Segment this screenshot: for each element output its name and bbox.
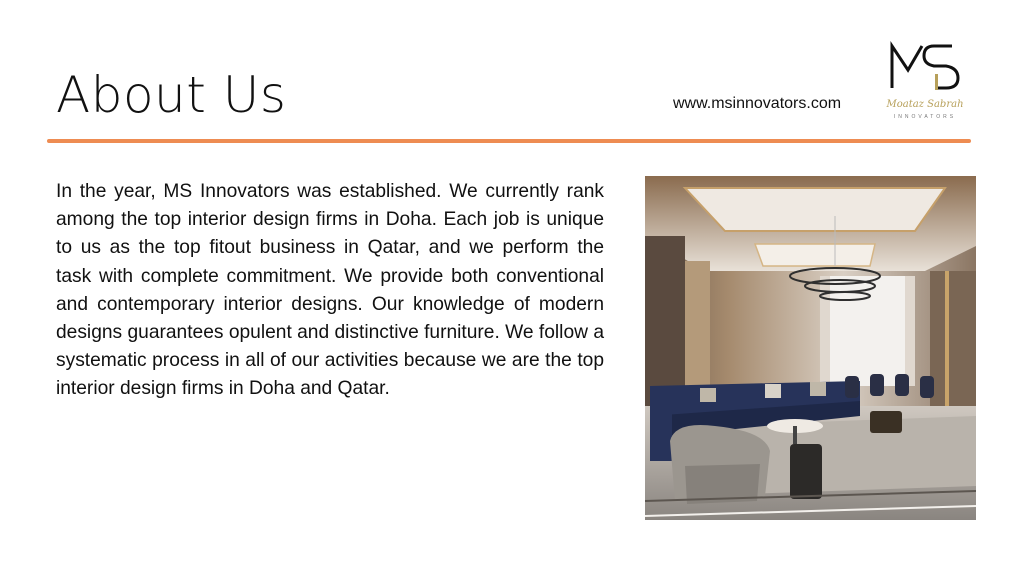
- title-divider: [47, 139, 971, 143]
- ms-monogram-icon: [880, 38, 970, 100]
- company-logo: [880, 38, 970, 128]
- website-link[interactable]: www.msinnovators.com: [673, 95, 842, 112]
- logo-name: Moataz Sabrah: [886, 99, 964, 110]
- logo-subtitle: INNOVATORS: [893, 114, 957, 120]
- interior-photo: [645, 176, 976, 520]
- page-title: About Us: [56, 66, 287, 124]
- about-paragraph: In the year, MS Innovators was established. We currently rank among the top interior design firms in Doha. Each job is unique to us as the top fitout business in Qatar, and we perform the task with complete commitment. We provide both conventional and contemporary interior designs. Our knowledge of modern designs guarantees opulent and distinctive furniture. We follow a systematic process in all of our activities because we are the top interior design firms in Doha and Qatar.: [56, 181, 604, 400]
